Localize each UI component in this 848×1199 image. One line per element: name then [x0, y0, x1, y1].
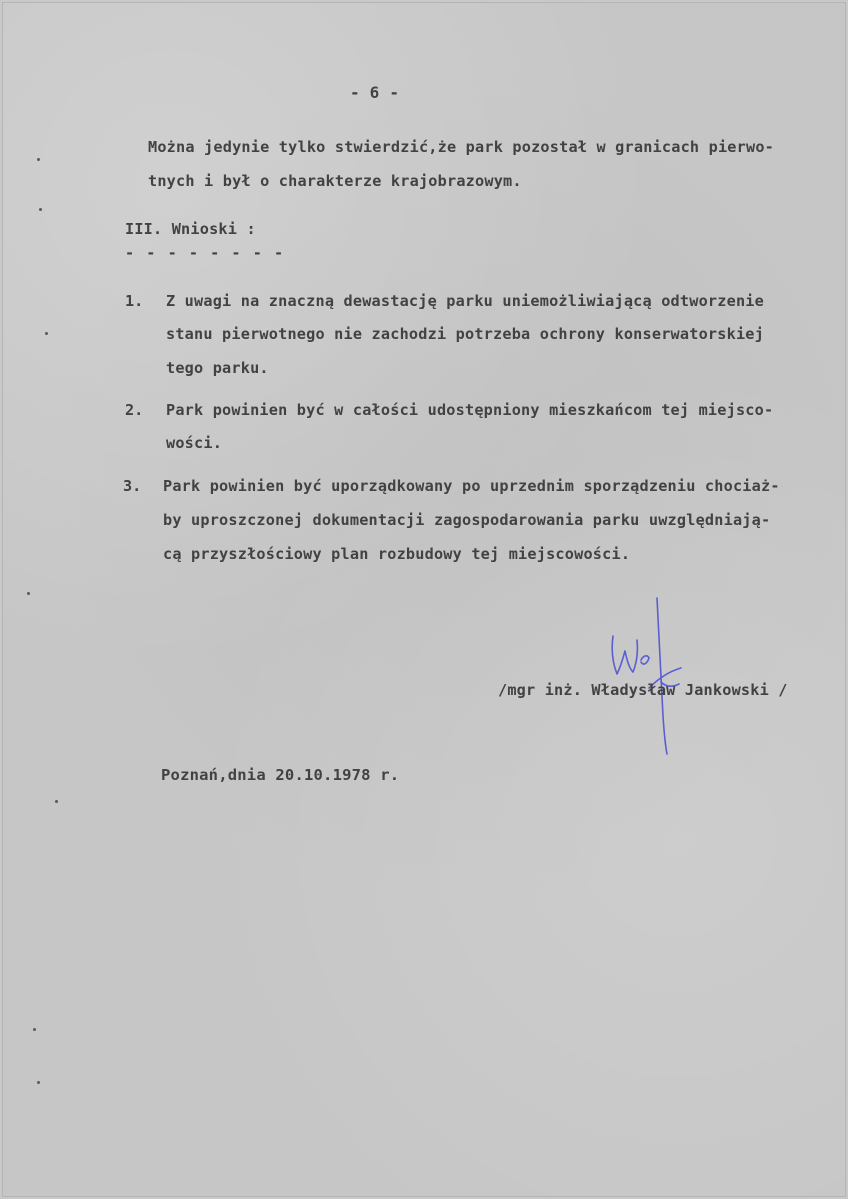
margin-speck [37, 158, 40, 161]
item-1-line-1: Z uwagi na znaczną dewastację parku uniemożliwiającą odtworzenie [166, 292, 764, 310]
item-1-line-3: tego parku. [166, 359, 269, 377]
margin-speck [27, 592, 30, 595]
margin-speck [37, 1081, 40, 1084]
intro-line-2: tnych i był o charakterze krajobrazowym. [148, 172, 522, 190]
item-2-line-2: wości. [166, 434, 223, 452]
item-2-line-1: Park powinien być w całości udostępniony mieszkańcom tej miejsco- [166, 401, 774, 419]
heading-underline: - - - - - - - - [125, 244, 285, 262]
handwritten-signature [601, 596, 691, 761]
item-2-number: 2. [125, 401, 144, 419]
signatory-name: /mgr inż. Władysław Jankowski / [498, 681, 788, 699]
item-1-line-2: stanu pierwotnego nie zachodzi potrzeba ochrony konserwatorskiej [166, 325, 764, 343]
margin-speck [39, 208, 42, 211]
margin-speck [45, 332, 48, 335]
place-and-date: Poznań,dnia 20.10.1978 r. [161, 766, 400, 784]
item-3-line-3: cą przyszłościowy plan rozbudowy tej miejscowości. [163, 545, 631, 563]
margin-speck [55, 800, 58, 803]
section-heading: III. Wnioski : [125, 220, 256, 238]
item-3-line-1: Park powinien być uporządkowany po uprzednim sporządzeniu chociaż- [163, 477, 780, 495]
item-3-number: 3. [123, 477, 142, 495]
item-3-line-2: by uproszczonej dokumentacji zagospodarowania parku uwzględniają- [163, 511, 771, 529]
page-number: - 6 - [350, 83, 400, 102]
item-1-number: 1. [125, 292, 144, 310]
margin-speck [33, 1028, 36, 1031]
document-page [2, 2, 846, 1197]
intro-line-1: Można jedynie tylko stwierdzić,że park pozostał w granicach pierwo- [148, 138, 775, 156]
